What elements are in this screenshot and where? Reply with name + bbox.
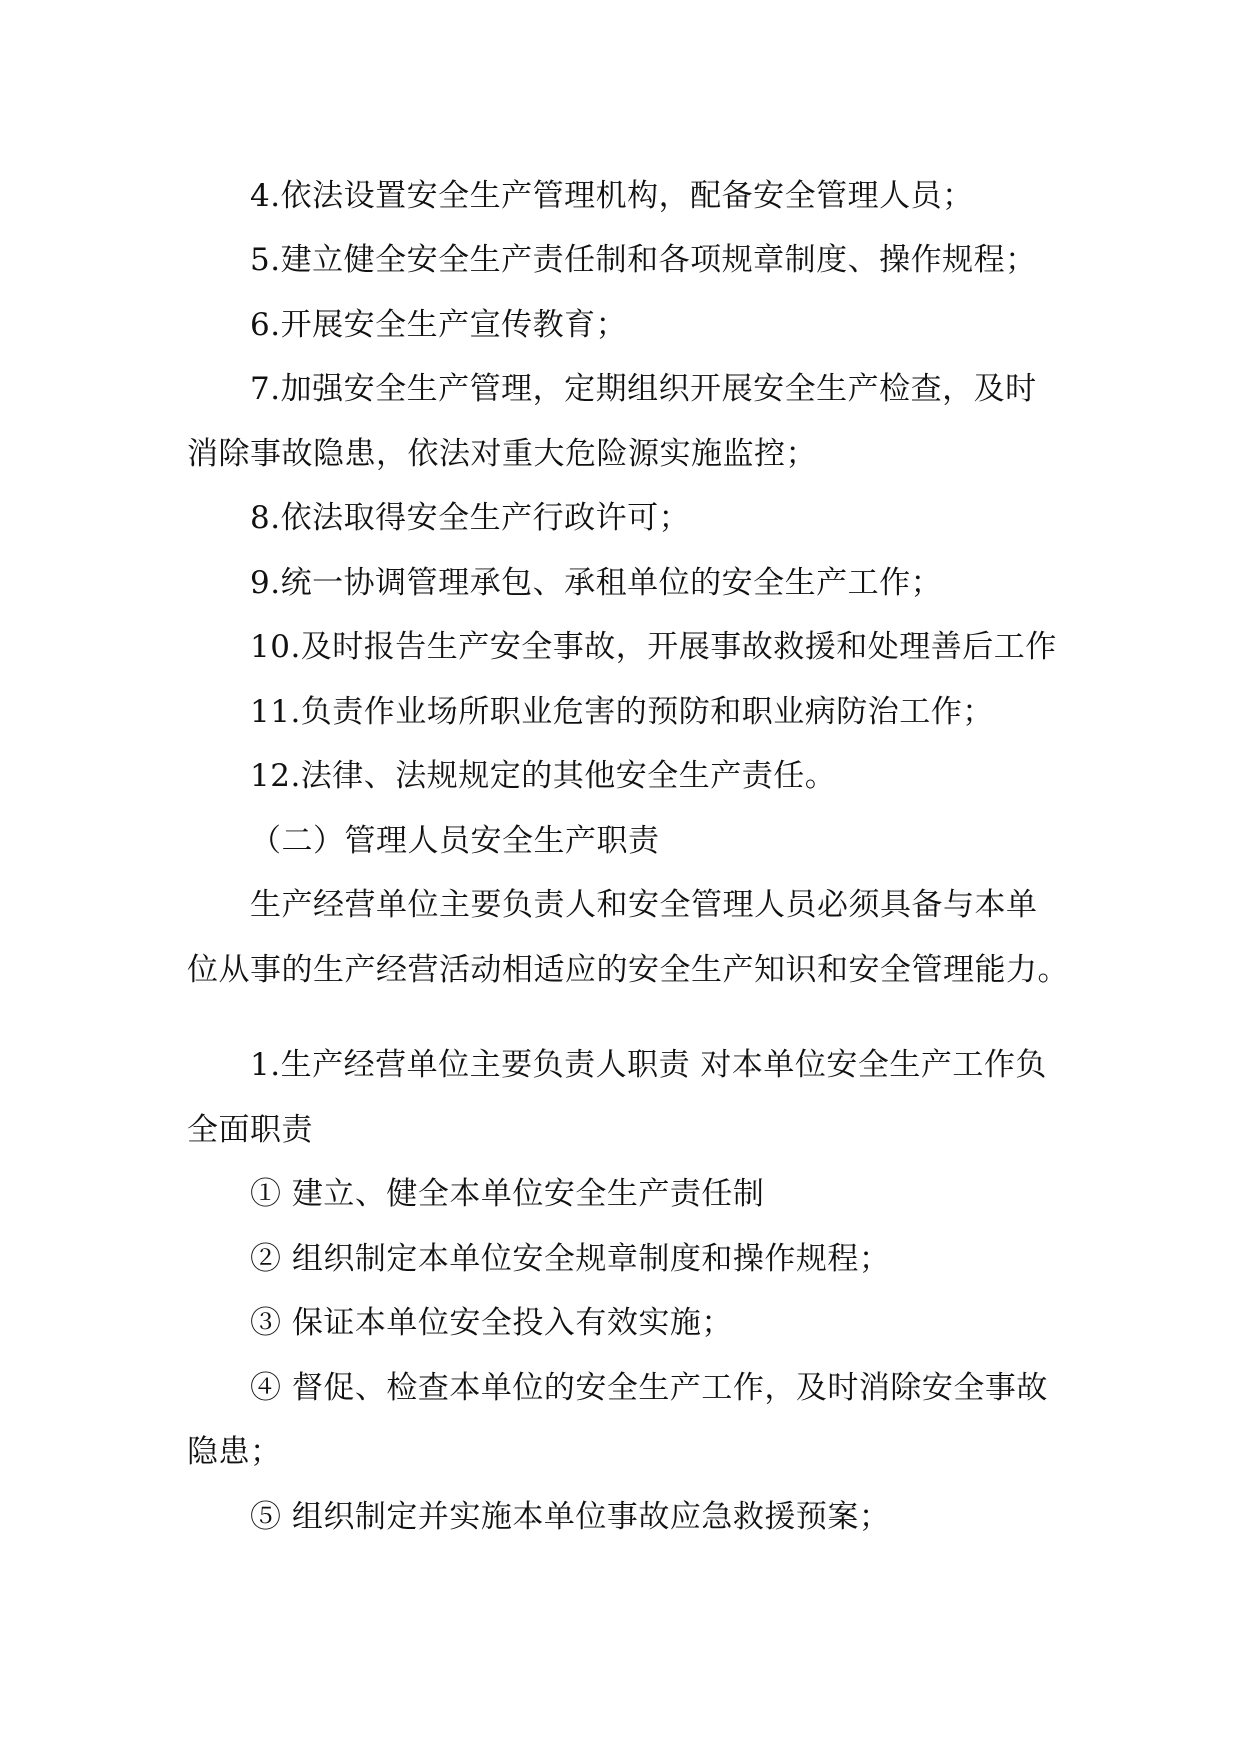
- text-line: ③ 保证本单位安全投入有效实施；: [250, 1305, 733, 1341]
- text-line: 12.法律、法规规定的其他安全生产责任。: [250, 758, 837, 794]
- text-line: 位从事的生产经营活动相适应的安全生产知识和安全管理能力。: [187, 952, 1069, 988]
- text-line: ④ 督促、检查本单位的安全生产工作，及时消除安全事故: [250, 1370, 1048, 1406]
- text-line: 9.统一协调管理承包、承租单位的安全生产工作；: [250, 565, 943, 601]
- text-line: 6.开展安全生产宣传教育；: [250, 307, 628, 343]
- text-line: 生产经营单位主要负责人和安全管理人员必须具备与本单: [250, 887, 1038, 923]
- text-line: 5.建立健全安全生产责任制和各项规章制度、操作规程；: [250, 242, 1037, 278]
- text-line: ① 建立、健全本单位安全生产责任制: [250, 1176, 765, 1212]
- text-line: 7.加强安全生产管理，定期组织开展安全生产检查，及时: [250, 371, 1037, 407]
- text-line: 11.负责作业场所职业危害的预防和职业病防治工作；: [250, 694, 994, 730]
- text-line: 隐患；: [187, 1434, 282, 1470]
- text-line: ⑤ 组织制定并实施本单位事故应急救援预案；: [250, 1499, 891, 1535]
- text-line: 消除事故隐患，依法对重大危险源实施监控；: [187, 436, 817, 472]
- text-line: 4.依法设置安全生产管理机构，配备安全管理人员；: [250, 178, 974, 214]
- text-line: 1.生产经营单位主要负责人职责 对本单位安全生产工作负: [250, 1047, 1047, 1083]
- text-line: 8.依法取得安全生产行政许可；: [250, 500, 691, 536]
- text-line: 10.及时报告生产安全事故，开展事故救援和处理善后工作: [250, 629, 1057, 665]
- section-heading: （二）管理人员安全生产职责: [250, 823, 660, 859]
- text-line: 全面职责: [187, 1112, 313, 1148]
- text-line: ② 组织制定本单位安全规章制度和操作规程；: [250, 1241, 891, 1277]
